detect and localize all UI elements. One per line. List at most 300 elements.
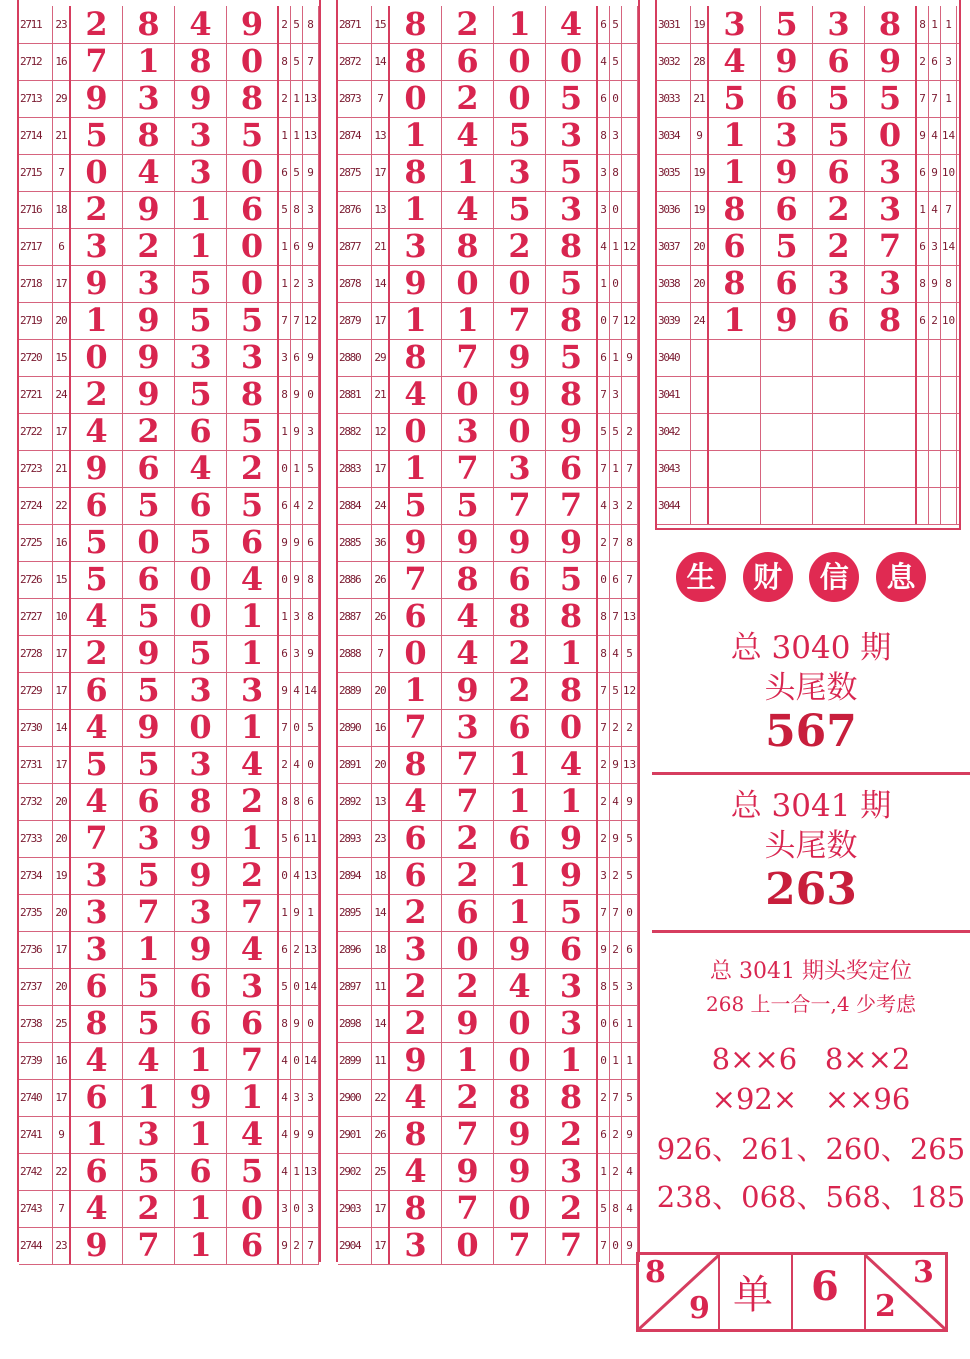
sum-cell: 17 <box>372 1190 390 1227</box>
sum-cell: 14 <box>372 894 390 931</box>
digit-cell: 4 <box>227 1116 279 1153</box>
digit-cell: 0 <box>390 80 442 117</box>
aux-cell: 8 <box>610 1190 622 1227</box>
period-cell: 2718 <box>19 265 53 302</box>
digit-cell <box>761 450 813 487</box>
aux-cell: 0 <box>291 1042 303 1079</box>
aux-cell: 9 <box>622 339 638 376</box>
aux-cell <box>941 450 957 487</box>
aux-cell: 9 <box>610 820 622 857</box>
digit-cell: 0 <box>865 117 917 154</box>
table-row <box>338 228 638 266</box>
aux-cell: 7 <box>610 524 622 561</box>
period-cell: 2731 <box>19 746 53 783</box>
digit-cell: 4 <box>175 450 227 487</box>
period-cell: 2873 <box>338 80 372 117</box>
digit-cell: 8 <box>390 1190 442 1227</box>
digit-cell: 6 <box>123 783 175 820</box>
digit-cell: 6 <box>813 43 865 80</box>
aux-cell: 7 <box>291 302 303 339</box>
digit-cell: 4 <box>123 1042 175 1079</box>
digit-cell: 0 <box>123 524 175 561</box>
table-row <box>338 598 638 636</box>
digit-cell: 2 <box>813 191 865 228</box>
table-row <box>338 450 638 488</box>
info-3041-period: 总 3041 期 <box>730 788 892 824</box>
digit-cell: 1 <box>123 43 175 80</box>
period-cell: 3034 <box>657 117 691 154</box>
sum-cell: 17 <box>372 450 390 487</box>
sum-cell: 7 <box>53 1190 71 1227</box>
box-diagonals <box>639 1255 945 1329</box>
table-row <box>657 228 959 266</box>
aux-cell: 4 <box>291 857 303 894</box>
aux-cell: 1 <box>610 228 622 265</box>
period-cell: 2732 <box>19 783 53 820</box>
digit-cell: 5 <box>390 487 442 524</box>
table-row <box>657 6 959 44</box>
table-row <box>19 931 319 969</box>
aux-cell: 4 <box>929 191 941 228</box>
sum-cell: 16 <box>53 524 71 561</box>
aux-cell: 12 <box>622 672 638 709</box>
digit-cell: 9 <box>494 1153 546 1190</box>
digit-cell: 3 <box>123 1116 175 1153</box>
digit-cell: 0 <box>71 339 123 376</box>
digit-cell: 2 <box>227 857 279 894</box>
digit-cell: 9 <box>494 339 546 376</box>
period-cell: 2878 <box>338 265 372 302</box>
box-bottom-left: 9 <box>689 1291 710 1326</box>
digit-cell: 6 <box>123 450 175 487</box>
aux-cell: 6 <box>917 302 929 339</box>
digit-cell: 3 <box>175 339 227 376</box>
aux-cell: 7 <box>598 1227 610 1264</box>
aux-cell <box>941 413 957 450</box>
digit-cell: 0 <box>175 561 227 598</box>
aux-cell: 6 <box>291 339 303 376</box>
aux-cell: 8 <box>291 783 303 820</box>
table-row <box>657 80 959 118</box>
digit-cell: 2 <box>494 228 546 265</box>
aux-cell: 13 <box>303 1153 319 1190</box>
aux-cell <box>622 191 638 228</box>
aux-cell: 6 <box>598 339 610 376</box>
aux-cell: 5 <box>622 1079 638 1116</box>
digit-cell: 4 <box>227 746 279 783</box>
digit-cell: 9 <box>442 672 494 709</box>
aux-cell: 3 <box>303 265 319 302</box>
digit-cell: 9 <box>546 524 598 561</box>
aux-cell: 5 <box>303 450 319 487</box>
digit-cell: 6 <box>761 265 813 302</box>
aux-cell: 7 <box>622 450 638 487</box>
digit-cell: 5 <box>175 635 227 672</box>
digit-cell: 1 <box>227 820 279 857</box>
period-cell: 3044 <box>657 487 691 524</box>
sum-cell: 29 <box>372 339 390 376</box>
period-cell: 2723 <box>19 450 53 487</box>
digit-cell: 9 <box>175 820 227 857</box>
aux-cell: 9 <box>291 413 303 450</box>
aux-cell: 14 <box>303 672 319 709</box>
aux-cell: 6 <box>303 783 319 820</box>
aux-cell: 5 <box>291 154 303 191</box>
digit-cell: 6 <box>390 820 442 857</box>
table-row <box>338 191 638 229</box>
aux-cell: 2 <box>303 487 319 524</box>
digit-cell: 2 <box>227 450 279 487</box>
digit-cell: 6 <box>761 191 813 228</box>
aux-cell <box>929 413 941 450</box>
digit-cell: 5 <box>546 339 598 376</box>
digit-cell: 8 <box>546 672 598 709</box>
table-row <box>19 487 319 525</box>
sum-cell: 10 <box>53 598 71 635</box>
aux-cell: 8 <box>941 265 957 302</box>
digit-cell: 8 <box>390 339 442 376</box>
aux-cell: 2 <box>622 709 638 746</box>
aux-cell: 6 <box>279 635 291 672</box>
aux-cell: 6 <box>279 487 291 524</box>
aux-cell: 1 <box>279 228 291 265</box>
aux-cell: 2 <box>291 265 303 302</box>
aux-cell: 9 <box>291 561 303 598</box>
aux-cell: 14 <box>303 968 319 1005</box>
tip-numbers-2: 238、068、568、185 <box>656 1180 966 1214</box>
aux-cell: 10 <box>941 154 957 191</box>
table-row <box>19 302 319 340</box>
table-row <box>338 968 638 1006</box>
digit-cell: 0 <box>227 154 279 191</box>
digit-cell: 0 <box>442 265 494 302</box>
digit-cell: 6 <box>71 1153 123 1190</box>
aux-cell: 1 <box>291 450 303 487</box>
sum-cell: 20 <box>53 820 71 857</box>
sum-cell: 20 <box>372 746 390 783</box>
aux-cell: 9 <box>291 376 303 413</box>
digit-cell: 9 <box>227 6 279 43</box>
period-cell: 2733 <box>19 820 53 857</box>
digit-cell: 8 <box>546 1079 598 1116</box>
period-cell: 2879 <box>338 302 372 339</box>
period-cell: 2730 <box>19 709 53 746</box>
sum-cell: 25 <box>53 1005 71 1042</box>
aux-cell: 7 <box>941 191 957 228</box>
aux-cell: 0 <box>291 968 303 1005</box>
aux-cell: 8 <box>598 635 610 672</box>
aux-cell: 9 <box>291 894 303 931</box>
digit-cell: 3 <box>175 117 227 154</box>
table-row <box>657 413 959 451</box>
sum-cell: 9 <box>691 117 709 154</box>
period-cell: 2888 <box>338 635 372 672</box>
digit-cell: 1 <box>494 857 546 894</box>
aux-cell: 9 <box>291 1116 303 1153</box>
digit-cell: 4 <box>546 746 598 783</box>
digit-cell: 8 <box>494 598 546 635</box>
digit-cell: 5 <box>123 746 175 783</box>
digit-cell: 9 <box>494 1116 546 1153</box>
aux-cell: 2 <box>622 413 638 450</box>
digit-cell: 8 <box>865 302 917 339</box>
digit-cell: 5 <box>546 80 598 117</box>
digit-cell: 7 <box>546 487 598 524</box>
aux-cell: 7 <box>929 80 941 117</box>
digit-cell: 7 <box>390 561 442 598</box>
sum-cell: 25 <box>372 1153 390 1190</box>
aux-cell: 9 <box>303 228 319 265</box>
period-cell: 2715 <box>19 154 53 191</box>
digit-cell <box>865 487 917 524</box>
digit-cell: 6 <box>813 154 865 191</box>
digit-cell: 4 <box>390 1079 442 1116</box>
aux-cell: 5 <box>610 6 622 43</box>
digit-cell: 3 <box>442 709 494 746</box>
table-row <box>19 820 319 858</box>
aux-cell <box>622 376 638 413</box>
digit-cell: 0 <box>227 265 279 302</box>
digit-cell: 5 <box>227 302 279 339</box>
digit-cell: 8 <box>709 265 761 302</box>
aux-cell: 4 <box>598 228 610 265</box>
period-cell: 3038 <box>657 265 691 302</box>
digit-cell: 1 <box>227 709 279 746</box>
aux-cell: 4 <box>291 746 303 783</box>
sum-cell: 26 <box>372 1116 390 1153</box>
digit-cell: 4 <box>442 117 494 154</box>
aux-cell: 7 <box>610 1079 622 1116</box>
aux-cell: 1 <box>303 894 319 931</box>
period-cell: 2871 <box>338 6 372 43</box>
aux-cell: 3 <box>291 635 303 672</box>
aux-cell: 3 <box>941 43 957 80</box>
sum-cell: 21 <box>691 80 709 117</box>
aux-cell <box>941 339 957 376</box>
digit-cell: 2 <box>442 857 494 894</box>
digit-cell: 4 <box>390 783 442 820</box>
aux-cell: 0 <box>598 302 610 339</box>
tip-pattern: ××96 <box>824 1082 911 1116</box>
digit-cell: 2 <box>390 1005 442 1042</box>
period-cell: 2721 <box>19 376 53 413</box>
sum-cell: 20 <box>691 228 709 265</box>
digit-cell: 9 <box>761 302 813 339</box>
period-cell: 2717 <box>19 228 53 265</box>
aux-cell <box>917 413 929 450</box>
sum-cell: 15 <box>53 561 71 598</box>
period-cell: 2897 <box>338 968 372 1005</box>
aux-cell: 0 <box>610 265 622 302</box>
digit-cell: 9 <box>761 154 813 191</box>
digit-cell: 4 <box>442 635 494 672</box>
table-row <box>338 1116 638 1154</box>
digit-cell: 1 <box>494 746 546 783</box>
aux-cell <box>917 450 929 487</box>
digit-cell: 6 <box>123 561 175 598</box>
digit-cell: 1 <box>71 302 123 339</box>
digit-cell: 5 <box>71 524 123 561</box>
aux-cell: 3 <box>929 228 941 265</box>
digit-cell: 6 <box>494 709 546 746</box>
digit-cell: 1 <box>390 117 442 154</box>
sum-cell: 12 <box>372 413 390 450</box>
period-cell: 2711 <box>19 6 53 43</box>
history-table-right <box>655 0 961 530</box>
aux-cell: 0 <box>303 746 319 783</box>
aux-cell <box>917 339 929 376</box>
period-cell: 3041 <box>657 376 691 413</box>
digit-cell: 9 <box>865 43 917 80</box>
period-cell: 2740 <box>19 1079 53 1116</box>
digit-cell: 5 <box>175 302 227 339</box>
digit-cell: 2 <box>123 1190 175 1227</box>
bottom-box <box>636 1252 948 1332</box>
box-top-right: 3 <box>913 1255 934 1290</box>
sum-cell <box>691 339 709 376</box>
sum-cell: 36 <box>372 524 390 561</box>
digit-cell: 3 <box>71 931 123 968</box>
aux-cell <box>622 265 638 302</box>
period-cell: 2887 <box>338 598 372 635</box>
sum-cell: 17 <box>53 746 71 783</box>
period-cell: 2898 <box>338 1005 372 1042</box>
period-cell: 2902 <box>338 1153 372 1190</box>
table-row <box>338 524 638 562</box>
digit-cell: 5 <box>71 746 123 783</box>
aux-cell: 8 <box>303 598 319 635</box>
sum-cell: 20 <box>372 672 390 709</box>
digit-cell: 3 <box>390 1227 442 1264</box>
aux-cell: 9 <box>622 783 638 820</box>
period-cell: 2883 <box>338 450 372 487</box>
digit-cell: 9 <box>175 857 227 894</box>
sum-cell: 7 <box>372 635 390 672</box>
digit-cell: 6 <box>442 43 494 80</box>
digit-cell: 9 <box>442 1005 494 1042</box>
table-row <box>657 302 959 340</box>
table-row <box>19 894 319 932</box>
sum-cell: 22 <box>53 1153 71 1190</box>
aux-cell: 4 <box>279 1079 291 1116</box>
period-cell: 2724 <box>19 487 53 524</box>
digit-cell <box>709 450 761 487</box>
aux-cell <box>929 376 941 413</box>
table-row <box>19 154 319 192</box>
period-cell: 2737 <box>19 968 53 1005</box>
digit-cell: 5 <box>546 154 598 191</box>
sum-cell: 19 <box>691 191 709 228</box>
digit-cell: 7 <box>71 43 123 80</box>
aux-cell: 8 <box>279 783 291 820</box>
sum-cell: 24 <box>691 302 709 339</box>
digit-cell: 0 <box>442 931 494 968</box>
digit-cell: 5 <box>123 672 175 709</box>
aux-cell: 1 <box>598 265 610 302</box>
aux-cell: 5 <box>622 820 638 857</box>
aux-cell: 2 <box>610 857 622 894</box>
digit-cell: 1 <box>390 302 442 339</box>
digit-cell: 3 <box>123 80 175 117</box>
period-cell: 2896 <box>338 931 372 968</box>
aux-cell: 5 <box>610 413 622 450</box>
aux-cell <box>941 376 957 413</box>
aux-cell: 1 <box>622 1042 638 1079</box>
table-row <box>657 43 959 81</box>
table-row <box>338 783 638 821</box>
digit-cell: 4 <box>390 1153 442 1190</box>
digit-cell: 9 <box>546 413 598 450</box>
digit-cell: 1 <box>227 635 279 672</box>
sum-cell: 13 <box>372 117 390 154</box>
sum-cell: 26 <box>372 598 390 635</box>
digit-cell: 2 <box>442 80 494 117</box>
sum-cell: 18 <box>372 931 390 968</box>
table-row <box>657 376 959 414</box>
digit-cell: 6 <box>71 672 123 709</box>
aux-cell: 6 <box>279 931 291 968</box>
digit-cell: 0 <box>390 635 442 672</box>
digit-cell: 9 <box>71 1227 123 1264</box>
table-row <box>338 6 638 44</box>
aux-cell: 10 <box>941 302 957 339</box>
aux-cell: 1 <box>279 598 291 635</box>
aux-cell: 3 <box>610 487 622 524</box>
digit-cell: 8 <box>546 598 598 635</box>
digit-cell <box>813 450 865 487</box>
digit-cell: 5 <box>123 968 175 1005</box>
aux-cell: 5 <box>610 672 622 709</box>
info-3041-value: 263 <box>765 864 857 915</box>
digit-cell: 4 <box>390 376 442 413</box>
aux-cell: 7 <box>279 709 291 746</box>
digit-cell: 3 <box>175 154 227 191</box>
aux-cell: 0 <box>598 1005 610 1042</box>
aux-cell: 9 <box>917 117 929 154</box>
period-cell: 2882 <box>338 413 372 450</box>
aux-cell: 2 <box>598 524 610 561</box>
aux-cell: 3 <box>598 857 610 894</box>
digit-cell: 2 <box>71 191 123 228</box>
table-row <box>19 1079 319 1117</box>
sum-cell: 17 <box>53 635 71 672</box>
aux-cell: 1 <box>610 450 622 487</box>
aux-cell: 2 <box>610 1153 622 1190</box>
period-cell: 2728 <box>19 635 53 672</box>
digit-cell: 9 <box>442 1153 494 1190</box>
digit-cell: 0 <box>494 1042 546 1079</box>
digit-cell: 9 <box>761 43 813 80</box>
digit-cell: 4 <box>546 6 598 43</box>
table-row <box>19 598 319 636</box>
aux-cell: 6 <box>598 6 610 43</box>
aux-cell: 5 <box>291 43 303 80</box>
digit-cell: 0 <box>390 413 442 450</box>
digit-cell: 9 <box>123 635 175 672</box>
sum-cell: 11 <box>372 1042 390 1079</box>
circle-char-4: 息 <box>876 552 926 602</box>
aux-cell: 4 <box>610 783 622 820</box>
circle-char-3: 信 <box>809 552 859 602</box>
info-3040-period: 总 3040 期 <box>730 630 892 666</box>
digit-cell: 9 <box>390 265 442 302</box>
table-row <box>19 783 319 821</box>
aux-cell: 3 <box>279 339 291 376</box>
aux-cell: 9 <box>303 339 319 376</box>
aux-cell: 9 <box>279 1227 291 1264</box>
digit-cell: 8 <box>227 376 279 413</box>
period-cell: 2738 <box>19 1005 53 1042</box>
